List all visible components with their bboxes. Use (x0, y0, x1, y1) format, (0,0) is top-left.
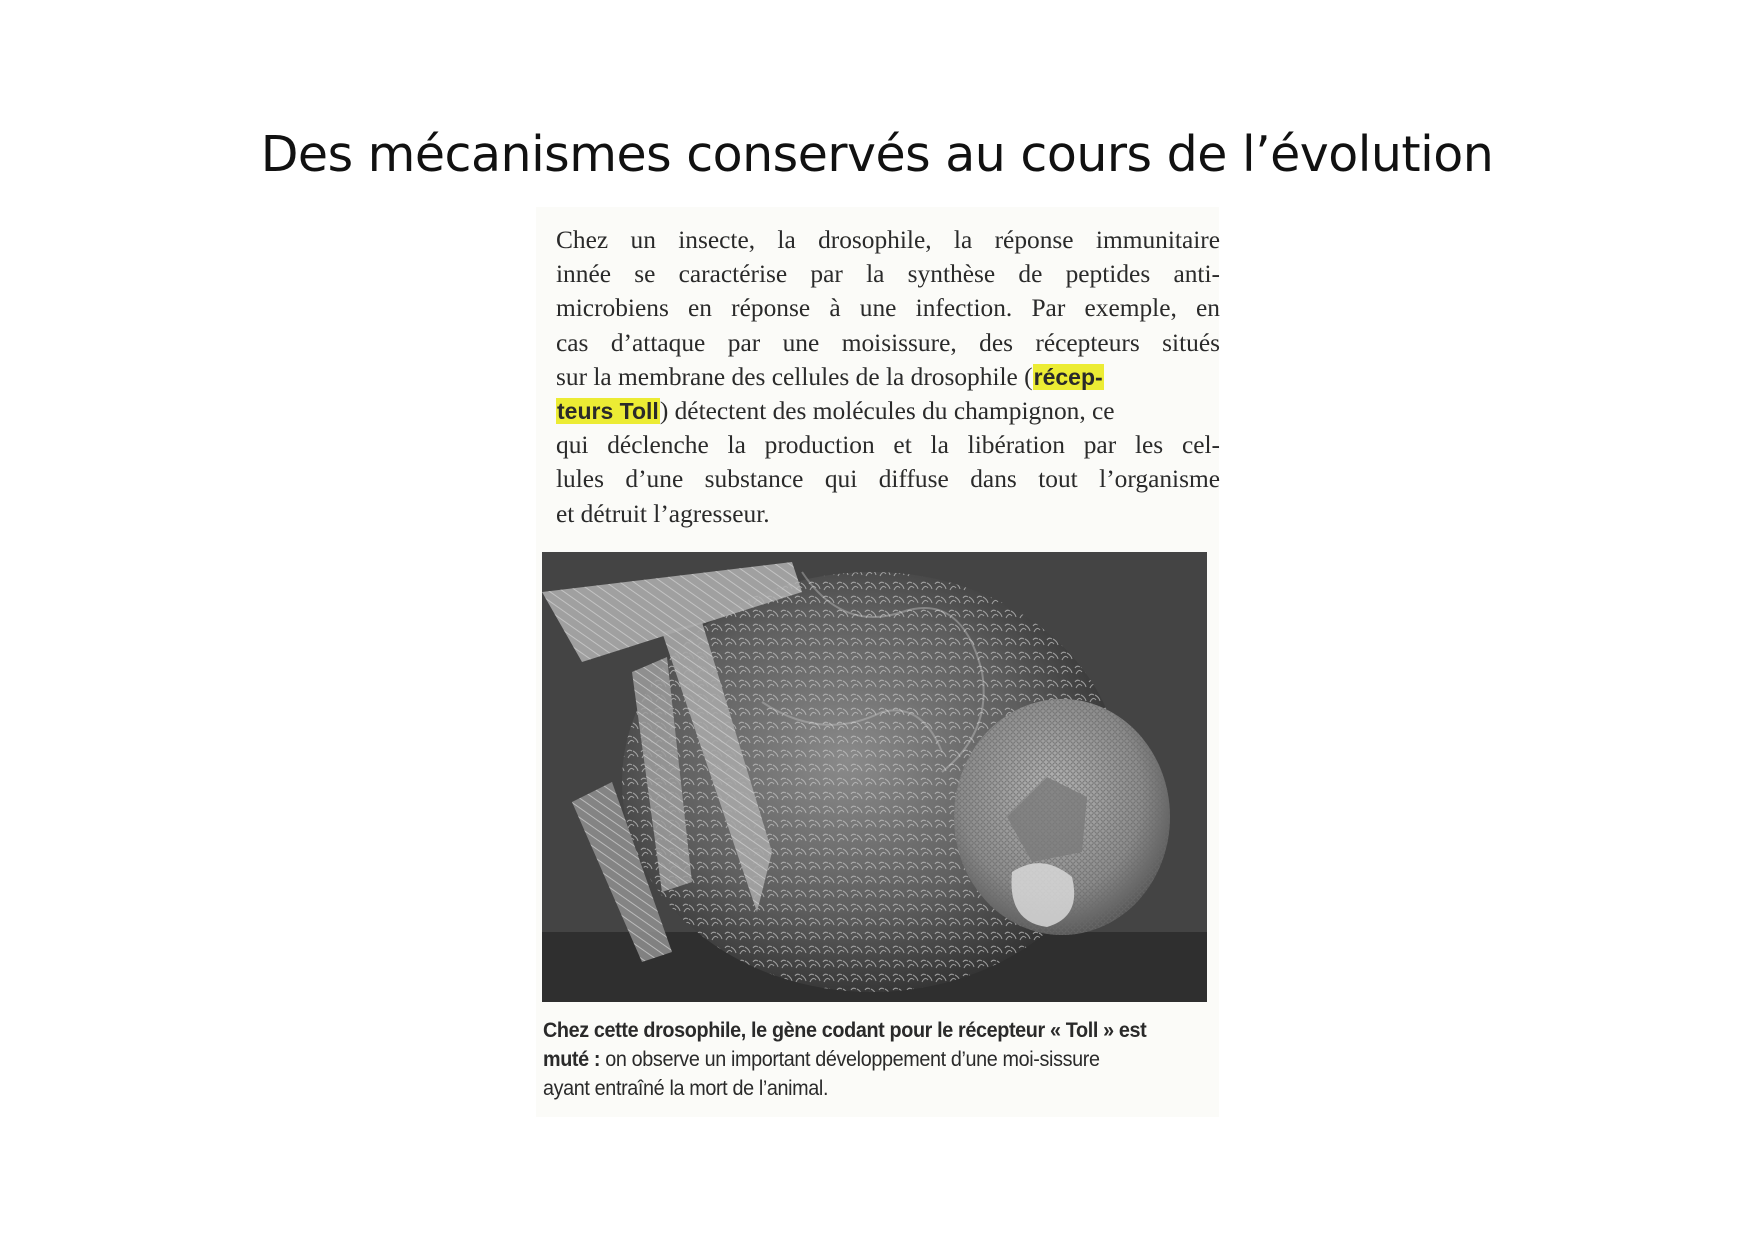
excerpt-line (556, 394, 1220, 428)
excerpt-line: Chez un insecte, la drosophile, la réponse immunitaire (556, 226, 1220, 254)
caption-regular: on observe un important développement d’une moi-sissure ayant entraîné la mort de l’animal. (543, 1047, 1100, 1100)
excerpt-line (556, 360, 1220, 394)
drosophila-micrograph-image (542, 552, 1207, 1002)
excerpt-paragraph (556, 223, 1220, 531)
excerpt-line: et détruit l’agresseur. (556, 499, 770, 528)
excerpt-text: sur la membrane des cellules de la drosophile ( (556, 362, 1033, 391)
excerpt-text: ) détectent des molécules du champignon, ce (659, 397, 1115, 426)
excerpt-line: innée se caractérise par la synthèse de peptides anti- (556, 260, 1220, 289)
excerpt-line: microbiens en réponse à une infection. Par exemple, en (556, 294, 1220, 323)
textbook-scan (536, 207, 1219, 1117)
micrograph-photo (542, 552, 1207, 1002)
excerpt-line: lules d’une substance qui diffuse dans tout l’organisme (556, 465, 1220, 494)
caption-bold: Chez cette drosophile, le gène codant pour le récepteur « Toll » est muté : (543, 1018, 1147, 1071)
highlighted-term: teurs Toll (557, 398, 659, 425)
excerpt-line: qui déclenche la production et la libération par les cel- (556, 431, 1220, 460)
excerpt-line: cas d’attaque par une moisissure, des récepteurs situés (556, 328, 1220, 357)
slide-title: Des mécanismes conservés au cours de l’évolution (260, 126, 1494, 183)
highlighted-term: récep- (1033, 363, 1103, 390)
figure-caption (543, 1016, 1150, 1103)
